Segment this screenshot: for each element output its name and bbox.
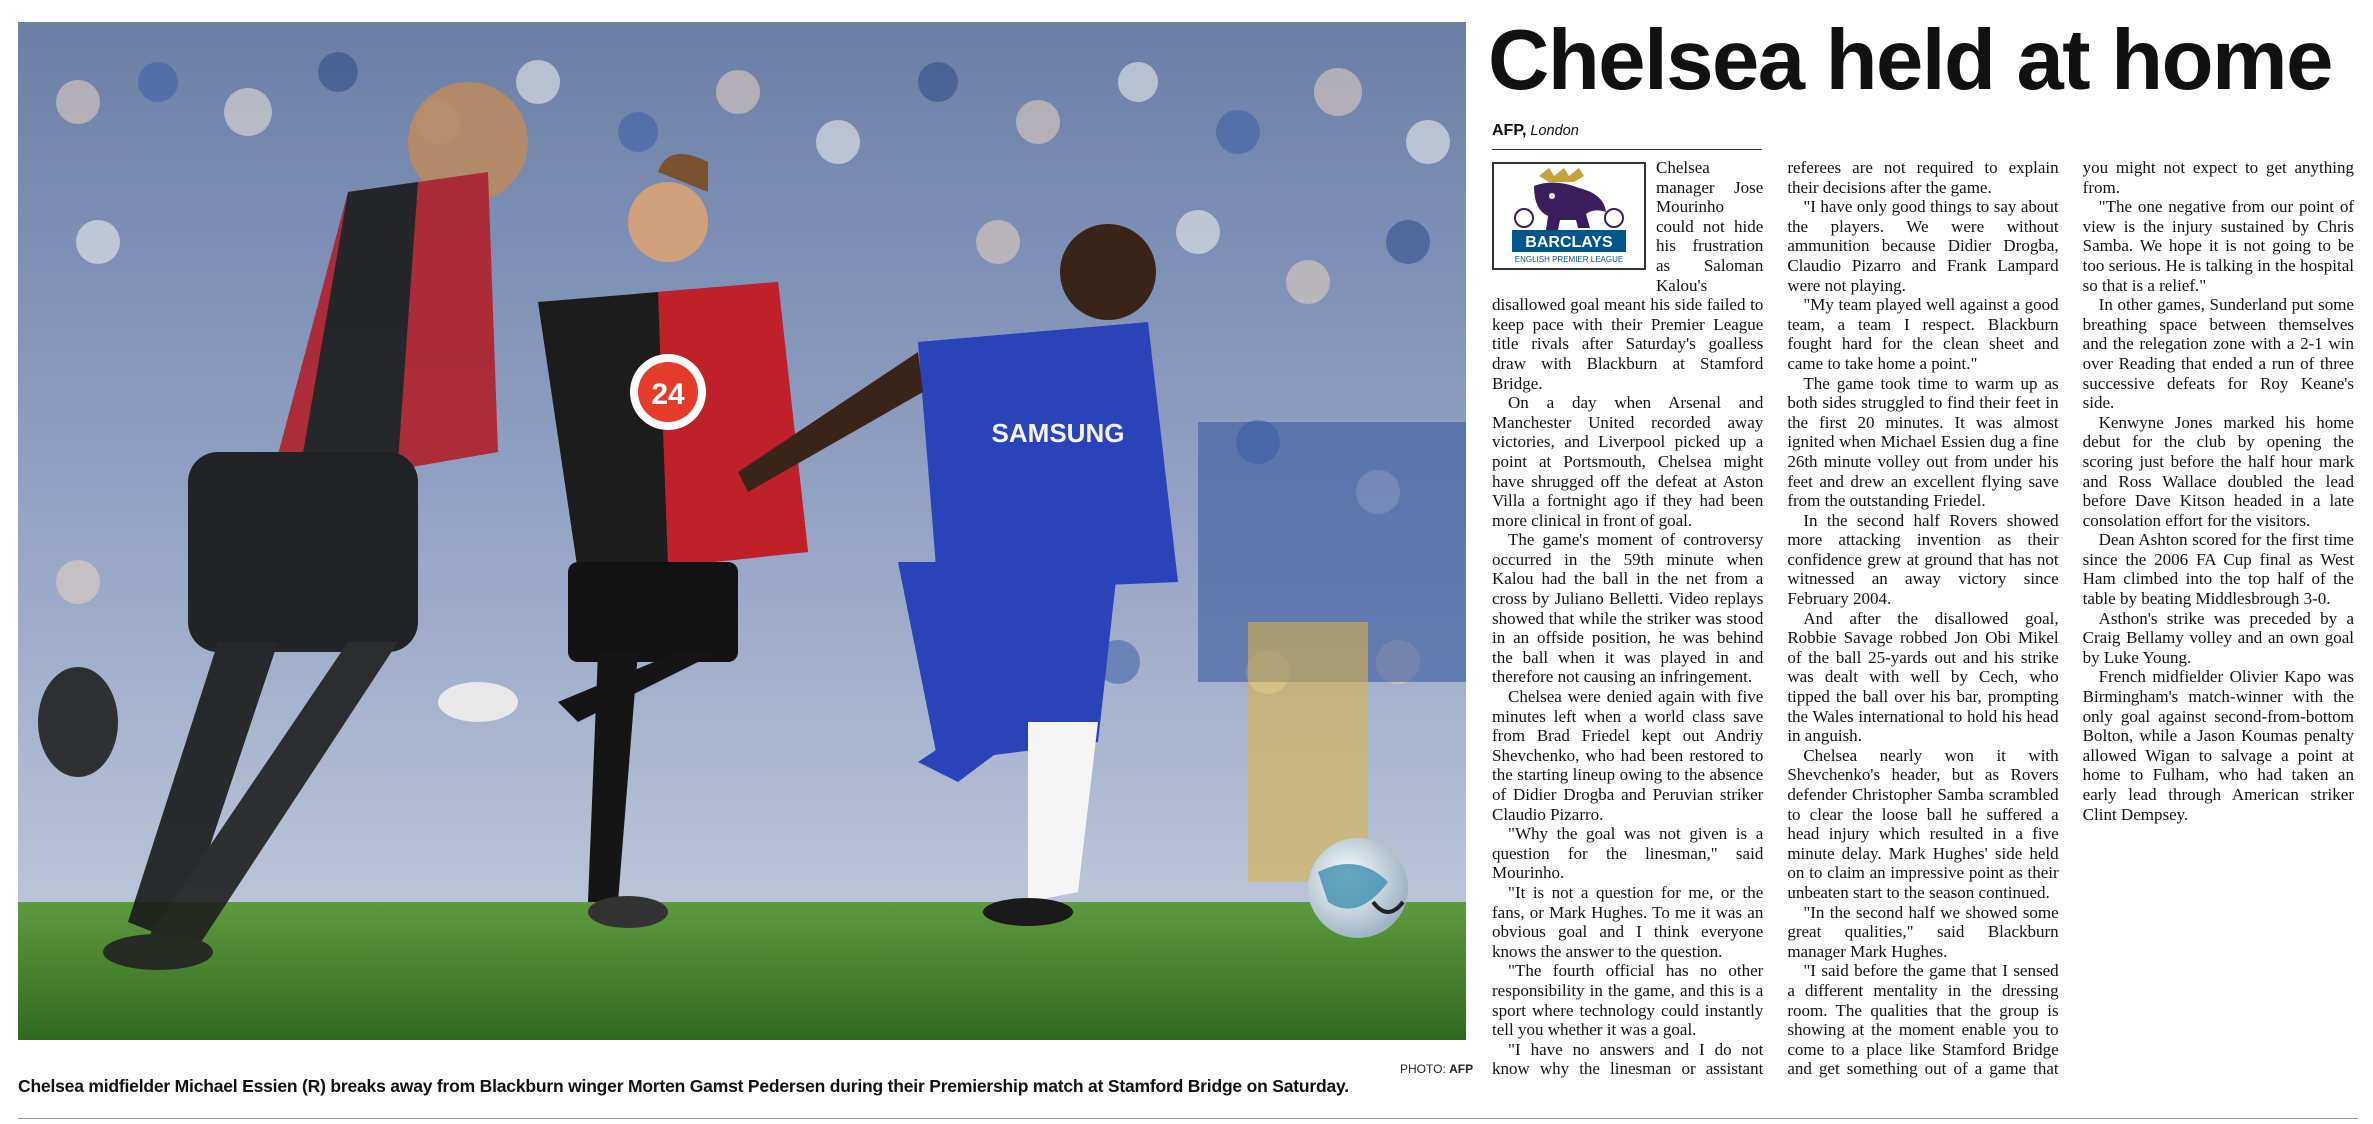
article-paragraph: The game took time to warm up as both sides struggled to find their feet in the first 20 minutes. It was almost ignited when Michael Essien dug a fine 26th minute volley out from under his feet and drew an excellent flying save from the outstanding Friedel. (1787, 373, 2059, 511)
headline: Chelsea held at home (1488, 13, 2332, 108)
byline-agency: AFP, (1492, 122, 1527, 139)
article-paragraph: Chelsea manager Jose Mourinho could not hide his frustration as Saloman Kalou's disallowed goal meant his side failed to keep pace with their Premier League title rivals after Saturday's goalless draw with Blackburn at Stamford Bridge. (1492, 158, 1764, 393)
article-paragraph: Kenwyne Jones marked his home debut for the club by opening the scoring just before the half hour mark and Ross Wallace doubled the lead before Dave Kitson headed in a late consolation effort for the visitors. (2082, 412, 2354, 530)
byline (1492, 122, 1579, 140)
article-paragraph: French midfielder Olivier Kapo was Birmingham's match-winner with the only goal against second-from-bottom Bolton, while a Jason Koumas penalty allowed Wigan to salvage a point at home to Fulham, who had taken an early lead through American striker Clint Dempsey. (2082, 667, 2354, 824)
article-paragraph: "My team played well against a good team, a team I respect. Blackburn fought hard for the clean sheet and came to take home a point." (1787, 295, 2059, 373)
page-bottom-rule (18, 1118, 2358, 1119)
article-paragraph: Chelsea were denied again with five minutes left when a world class save from Brad Friedel kept out Andriy Shevchenko, who had been restored to the starting lineup owing to the absence of Didier Drogba and Peruvian striker Claudio Pizarro. (1492, 687, 1764, 824)
article-paragraph: "I have only good things to say about the players. We were without ammunition because Didier Drogba, Claudio Pizarro and Frank Lampard were not playing. (1787, 197, 2059, 295)
photo-credit (1400, 1062, 1474, 1076)
svg-text:SAMSUNG: SAMSUNG (991, 418, 1125, 448)
article-paragraph: Chelsea nearly won it with Shevchenko's header, but as Rovers defender Christopher Samba scrambled to clear the loose ball he suffered a head injury which resulted in a five minute delay. Mark Hughes' side held on to claim an impressive point as their unbeaten start to the season continued. (1787, 745, 2059, 902)
article-paragraph: "I have no answers and I do not know why the linesman or assistant referees are not required to explain their decisions after the game. (1492, 158, 2059, 1079)
photo-credit-source: AFP (1449, 1062, 1474, 1076)
article-paragraph: On a day when Arsenal and Manchester United recorded away victories, and Liverpool picked up a point at Portsmouth, Chelsea might have shrugged off the defeat at Aston Villa a fortnight ago if they had been more clinical in front of goal. (1492, 393, 1764, 530)
article-paragraph: Dean Ashton scored for the first time since the 2006 FA Cup final as West Ham climbed into the top half of the table by beating Middlesbrough 3-0. (2082, 530, 2354, 609)
article-paragraph: "It is not a question for me, or the fans, or Mark Hughes. To me it was an obvious goal and I think everyone knows the answer to the question. (1492, 882, 1764, 961)
article-paragraph: In other games, Sunderland put some breathing space between themselves and the relegation zone with a 2-1 win over Reading that ended a run of three successive defeats for Roy Keane's side. (2082, 295, 2354, 413)
match-photo (18, 22, 1466, 1040)
article-paragraph: And after the disallowed goal, Robbie Savage robbed Jon Obi Mikel of the ball 25-yards out and his strike was dealt with well by Cech, who tipped the ball over his bar, prompting the Wales international to hold his head in anguish. (1787, 608, 2059, 746)
byline-place: London (1530, 123, 1579, 139)
premier-league-logo (1492, 162, 1646, 270)
article-paragraph: Asthon's strike was preceded by a Craig Bellamy volley and an own goal by Luke Young. (2082, 608, 2354, 667)
article-paragraph: "Why the goal was not given is a question for the linesman," said Mourinho. (1492, 824, 1764, 883)
logo-brand-text: BARCLAYS (1525, 234, 1613, 251)
article-paragraph: The game's moment of controversy occurred in the 59th minute when Kalou had the ball in the net from a cross by Juliano Belletti. Video replays showed that while the striker was stood in an offside position, he was behind the ball when it was played in and therefore not causing an infringement. (1492, 530, 1764, 687)
article-paragraph: "The one negative from our point of view is the injury sustained by Chris Samba. We hope it is not going to be too serious. He is talking in the hospital so that is a relief." (2082, 197, 2354, 295)
article-paragraph: In the second half Rovers showed more attacking invention as their confidence grew at ground that has not witnessed an away victory since February 2004. (1787, 510, 2059, 609)
photo-caption: Chelsea midfielder Michael Essien (R) breaks away from Blackburn winger Morten Gamst Pedersen during their Premiership match at Stamford Bridge on Saturday. (18, 1076, 1349, 1096)
photo-credit-label: PHOTO: (1400, 1062, 1446, 1076)
article-paragraph: "I said before the game that I sensed a different mentality in the dressing room. The qualities that the group is showing at the moment enable you to come to a place like Stamford Bridge and get something out of a game that you might not expect to get anything from. (1787, 158, 2354, 1079)
logo-league-text: ENGLISH PREMIER LEAGUE (1514, 255, 1624, 264)
article-paragraph: "The fourth official has no other responsibility in the game, and this is a sport where technology could instantly tell you whether it was a goal. (1492, 961, 1764, 1040)
byline-divider (1492, 149, 1762, 150)
article-body (1492, 158, 2354, 1098)
paragraph-list (1492, 158, 2354, 1098)
article-paragraph: "In the second half we showed some great qualities," said Blackburn manager Mark Hughes. (1787, 902, 2059, 961)
svg-text:24: 24 (651, 378, 685, 411)
